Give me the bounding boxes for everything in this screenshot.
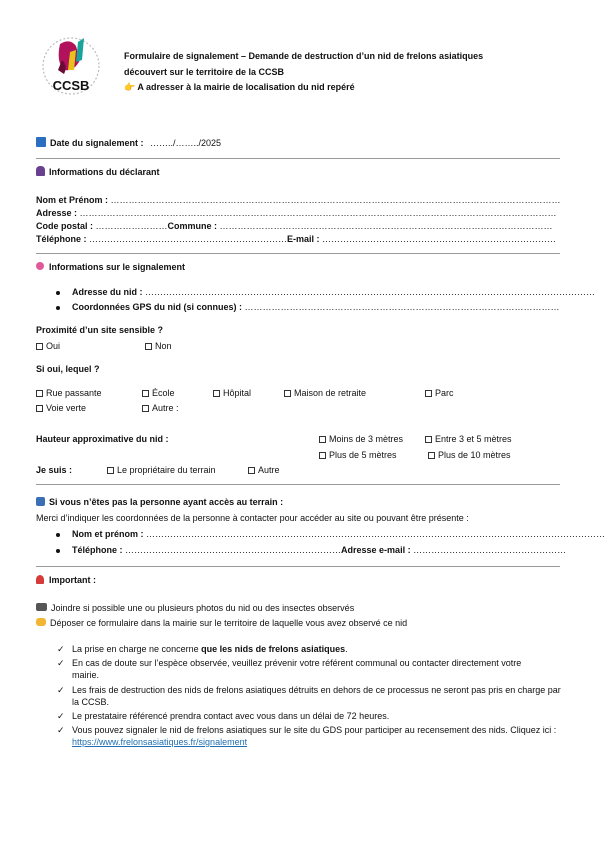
checkbox-site-other[interactable]: Autre : (142, 402, 179, 414)
deposit-note: Déposer ce formulaire dans la mairie sur le territoire de laquelle vous avez observé ce nid (36, 617, 407, 629)
i-am-label: Je suis : (36, 465, 73, 475)
check-icon: ✓ (57, 711, 65, 721)
which-question: Si oui, lequel ? (36, 364, 100, 374)
divider (36, 158, 560, 159)
date-label: Date du signalement : (50, 138, 144, 148)
checkbox-site-park[interactable]: Parc (425, 387, 454, 399)
phone-icon (36, 497, 45, 506)
important-item: En cas de doute sur l’espèce observée, veuillez prévenir votre référent communal ou contacter directement votre mairie. (72, 658, 522, 680)
checkbox-yes[interactable]: Oui (36, 340, 60, 352)
important-item: Les frais de destruction des nids de frelons asiatiques détruits en dehors de ce processus ne seront pas pris en charge par la CCSB. (72, 685, 561, 707)
phone-email-field[interactable]: Téléphone : …………………………………………………………E-mail : …………………………………………………………………… (36, 234, 557, 244)
contact-heading: Si vous n’êtes pas la personne ayant accès au terrain : (36, 496, 283, 508)
checkbox-owner[interactable]: Le propriétaire du terrain (107, 464, 216, 476)
address-note: 👉 A adresser à la mairie de localisation du nid repéré (124, 82, 355, 92)
contact-phone-email-field[interactable]: Téléphone : ………………………………………………………………Adresse e-mail : …………………………………………… (72, 545, 567, 555)
important-heading: Important : (36, 574, 96, 586)
bullet (56, 549, 60, 553)
ccsb-logo (40, 30, 102, 106)
form-title-line2: découvert sur le territoire de la CCSB (124, 67, 285, 77)
divider (36, 484, 560, 485)
signalement-heading: Informations sur le signalement (36, 261, 185, 273)
checkbox-site-street[interactable]: Rue passante (36, 387, 102, 399)
check-icon: ✓ (57, 644, 65, 654)
checkbox-other[interactable]: Autre (248, 464, 280, 476)
gps-field[interactable]: Coordonnées GPS du nid (si connues) : …………………………………………………………………………………………… (72, 302, 560, 312)
important-item: Le prestataire référencé prendra contact avec vous dans un délai de 72 heures. (72, 711, 390, 721)
check-icon: ✓ (57, 725, 65, 735)
date-value[interactable]: ……../……../2025 (150, 138, 222, 148)
photo-note: Joindre si possible une ou plusieurs photos du nid ou des insectes observés (36, 602, 354, 614)
important-item: La prise en charge ne concerne que les nids de frelons asiatiques. (72, 644, 348, 654)
person-icon (36, 166, 45, 176)
bullet (56, 533, 60, 537)
height-label: Hauteur approximative du nid : (36, 434, 169, 444)
calendar-icon (36, 137, 46, 147)
bullet (56, 291, 60, 295)
checkbox-height-gt5[interactable]: Plus de 5 mètres (319, 449, 397, 461)
gds-link[interactable]: https://www.frelonsasiatiques.fr/signalement (72, 737, 248, 747)
checkbox-height-3to5[interactable]: Entre 3 et 5 mètres (425, 433, 512, 445)
important-item: Vous pouvez signaler le nid de frelons asiatiques sur le site du GDS pour participer au recensement des nids. Cliquez ici : https://www.frelonsasiatiques.fr/signalement (72, 725, 557, 747)
checkbox-height-lt3[interactable]: Moins de 3 mètres (319, 433, 403, 445)
name-field[interactable]: Nom et Prénom : …………………………………………………………………………………………………………………………………… (36, 195, 561, 205)
date-row (36, 137, 221, 149)
postal-commune-field[interactable]: Code postal : ……………………Commune : ………………………………………………………………………………………………… (36, 221, 553, 231)
pointing-hand-icon (36, 618, 46, 626)
divider (36, 253, 560, 254)
form-title-line1: Formulaire de signalement – Demande de destruction d’un nid de frelons asiatiques (124, 51, 484, 61)
check-icon: ✓ (57, 685, 65, 695)
address-field[interactable]: Adresse : …………………………………………………………………………………………………………………………………………… (36, 208, 557, 218)
check-icon: ✓ (57, 658, 65, 668)
contact-intro: Merci d’indiquer les coordonnées de la personne à contacter pour accéder au site ou pouvant être présente : (36, 513, 469, 523)
checkbox-site-greenway[interactable]: Voie verte (36, 402, 86, 414)
checkbox-no[interactable]: Non (145, 340, 172, 352)
checkbox-site-school[interactable]: École (142, 387, 175, 399)
logo-text: CCSB (52, 78, 90, 93)
checkbox-site-hospital[interactable]: Hôpital (213, 387, 251, 399)
checkbox-height-gt10[interactable]: Plus de 10 mètres (428, 449, 511, 461)
bullet (56, 306, 60, 310)
checkbox-site-retirement[interactable]: Maison de retraite (284, 387, 366, 399)
declarant-heading: Informations du déclarant (36, 166, 160, 178)
pushpin-icon (36, 575, 44, 584)
camera-icon (36, 603, 47, 611)
proximity-question: Proximité d’un site sensible ? (36, 325, 164, 335)
pin-icon (36, 262, 44, 270)
divider (36, 566, 560, 567)
contact-name-field[interactable]: Nom et prénom : ……………………………………………………………………………………………………………………………………… (72, 529, 605, 539)
nest-address-field[interactable]: Adresse du nid : …………………………………………………………………………………………………………………………………… (72, 287, 596, 297)
